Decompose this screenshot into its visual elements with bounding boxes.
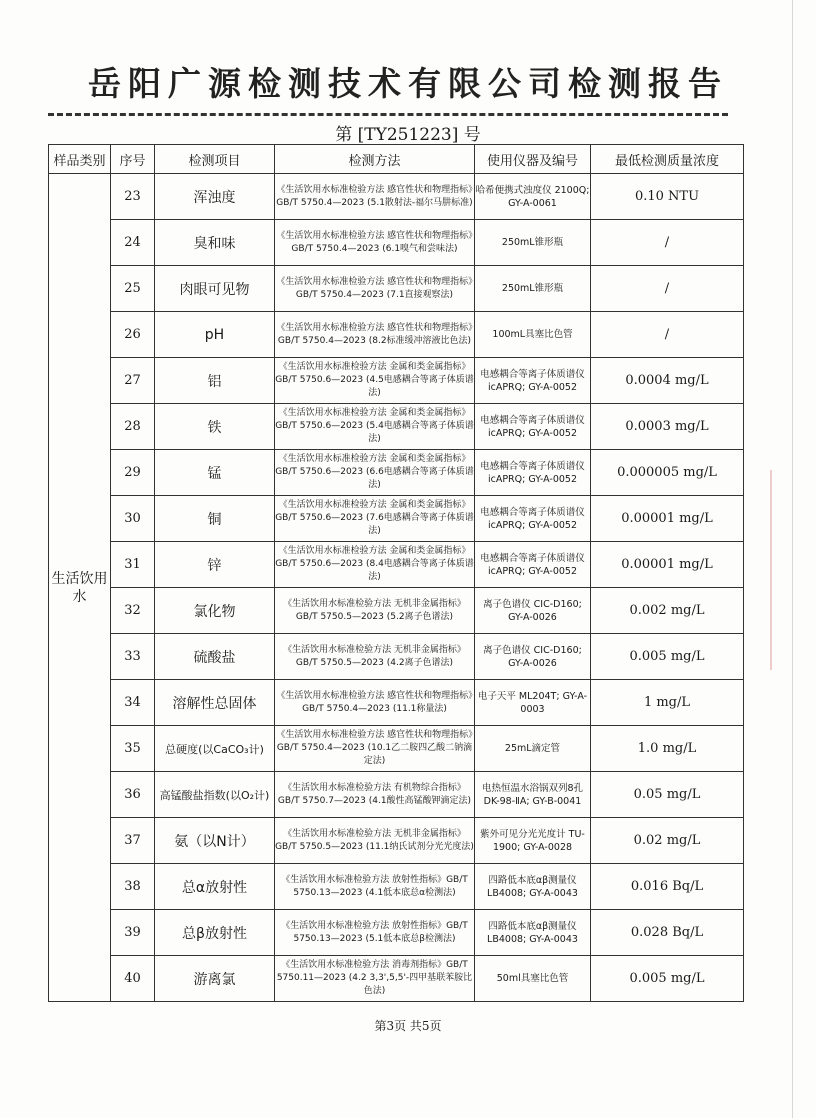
item-number-cell: 34 (111, 680, 155, 726)
test-item-cell: 锰 (155, 450, 275, 496)
detection-limit-cell: / (591, 312, 744, 358)
instrument-cell: 电感耦合等离子体质谱仪icAPRQ; GY-A-0052 (475, 496, 591, 542)
test-method-cell: 《生活饮用水标准检验方法 金属和类金属指标》GB/T 5750.6—2023 (4.5电感耦合等离子体质谱法) (275, 358, 475, 404)
test-item-cell: 溶解性总固体 (155, 680, 275, 726)
page-number: 第3页 共5页 (374, 1019, 442, 1033)
instrument-cell: 四路低本底αβ测量仪 LB4008; GY-A-0043 (475, 864, 591, 910)
item-number-cell: 28 (111, 404, 155, 450)
test-method-cell: 《生活饮用水标准检验方法 感官性状和物理指标》GB/T 5750.4—2023 (11.1称量法) (275, 680, 475, 726)
detection-limit-cell: 0.028 Bq/L (591, 910, 744, 956)
item-number-cell: 26 (111, 312, 155, 358)
table-row (49, 818, 744, 864)
item-number-cell: 37 (111, 818, 155, 864)
detection-limit-cell: 0.00001 mg/L (591, 496, 744, 542)
seam-stamp-mark (770, 470, 794, 670)
item-number-cell: 39 (111, 910, 155, 956)
detection-limit-cell: 0.005 mg/L (591, 634, 744, 680)
test-item-cell: pH (155, 312, 275, 358)
test-method-cell: 《生活饮用水标准检验方法 感官性状和物理指标》GB/T 5750.4—2023 (6.1嗅气和尝味法) (275, 220, 475, 266)
table-row (49, 496, 744, 542)
test-item-cell: 总硬度(以CaCO₃计) (155, 726, 275, 772)
test-item-cell: 氨（以N计） (155, 818, 275, 864)
report-title: 岳阳广源检测技术有限公司检测报告 (88, 64, 728, 103)
instrument-cell: 电感耦合等离子体质谱仪icAPRQ; GY-A-0052 (475, 542, 591, 588)
col-header-limit: 最低检测质量浓度 (591, 145, 744, 174)
table-row (49, 864, 744, 910)
test-item-cell: 氯化物 (155, 588, 275, 634)
item-number-cell: 33 (111, 634, 155, 680)
instrument-cell: 250mL锥形瓶 (475, 220, 591, 266)
test-item-cell: 锌 (155, 542, 275, 588)
detection-limit-cell: 0.0003 mg/L (591, 404, 744, 450)
table-row (49, 956, 744, 1002)
detection-limit-cell: 0.000005 mg/L (591, 450, 744, 496)
detection-limit-cell: 0.05 mg/L (591, 772, 744, 818)
test-method-cell: 《生活饮用水标准检验方法 感官性状和物理指标》GB/T 5750.4—2023 (7.1直接观察法) (275, 266, 475, 312)
table-row (49, 634, 744, 680)
table-row (49, 588, 744, 634)
detection-limit-cell: 1.0 mg/L (591, 726, 744, 772)
table-row (49, 680, 744, 726)
table-row (49, 542, 744, 588)
instrument-cell: 25mL滴定管 (475, 726, 591, 772)
test-item-cell: 硫酸盐 (155, 634, 275, 680)
item-number-cell: 25 (111, 266, 155, 312)
col-header-instrument: 使用仪器及编号 (475, 145, 591, 174)
col-header-method: 检测方法 (275, 145, 475, 174)
test-method-cell: 《生活饮用水标准检验方法 金属和类金属指标》GB/T 5750.6—2023 (6.6电感耦合等离子体质谱法) (275, 450, 475, 496)
item-number-cell: 35 (111, 726, 155, 772)
table-row (49, 726, 744, 772)
table-row (49, 358, 744, 404)
instrument-cell: 50ml具塞比色管 (475, 956, 591, 1002)
table-row (49, 312, 744, 358)
test-item-cell: 游离氯 (155, 956, 275, 1002)
test-method-cell: 《生活饮用水标准检验方法 金属和类金属指标》GB/T 5750.6—2023 (5.4电感耦合等离子体质谱法) (275, 404, 475, 450)
test-item-cell: 臭和味 (155, 220, 275, 266)
instrument-cell: 100mL具塞比色管 (475, 312, 591, 358)
test-item-cell: 肉眼可见物 (155, 266, 275, 312)
item-number-cell: 24 (111, 220, 155, 266)
detection-limit-cell: 0.002 mg/L (591, 588, 744, 634)
instrument-cell: 紫外可见分光光度计 TU-1900; GY-A-0028 (475, 818, 591, 864)
col-header-item: 检测项目 (155, 145, 275, 174)
col-header-sample-category: 样品类别 (49, 145, 111, 174)
test-method-cell: 《生活饮用水标准检验方法 感官性状和物理指标》GB/T 5750.4—2023 (8.2标准缓冲溶液比色法) (275, 312, 475, 358)
instrument-cell: 电感耦合等离子体质谱仪icAPRQ; GY-A-0052 (475, 358, 591, 404)
detection-limit-cell: / (591, 266, 744, 312)
instrument-cell: 电感耦合等离子体质谱仪icAPRQ; GY-A-0052 (475, 450, 591, 496)
detection-limit-cell: / (591, 220, 744, 266)
instrument-cell: 离子色谱仪 CIC-D160; GY-A-0026 (475, 588, 591, 634)
test-item-cell: 高锰酸盐指数(以O₂计) (155, 772, 275, 818)
test-item-cell: 总α放射性 (155, 864, 275, 910)
detection-limit-cell: 0.005 mg/L (591, 956, 744, 1002)
test-item-cell: 铁 (155, 404, 275, 450)
detection-limit-cell: 1 mg/L (591, 680, 744, 726)
detection-limit-cell: 0.016 Bq/L (591, 864, 744, 910)
item-number-cell: 38 (111, 864, 155, 910)
instrument-cell: 哈希便携式浊度仪 2100Q; GY-A-0061 (475, 174, 591, 220)
detection-limit-cell: 0.0004 mg/L (591, 358, 744, 404)
test-method-cell: 《生活饮用水标准检验方法 感官性状和物理指标》GB/T 5750.4—2023 (5.1散射法-福尔马肼标准) (275, 174, 475, 220)
test-method-cell: 《生活饮用水标准检验方法 无机非金属指标》GB/T 5750.5—2023 (5.2离子色谱法) (275, 588, 475, 634)
instrument-cell: 电子天平 ML204T; GY-A-0003 (475, 680, 591, 726)
test-method-cell: 《生活饮用水标准检验方法 无机非金属指标》GB/T 5750.5—2023 (11.1纳氏试剂分光光度法) (275, 818, 475, 864)
test-method-cell: 《生活饮用水标准检验方法 放射性指标》GB/T 5750.13—2023 (5.1低本底总β检测法) (275, 910, 475, 956)
test-method-cell: 《生活饮用水标准检验方法 金属和类金属指标》GB/T 5750.6—2023 (8.4电感耦合等离子体质谱法) (275, 542, 475, 588)
test-method-cell: 《生活饮用水标准检验方法 消毒剂指标》GB/T 5750.11—2023 (4.2 3,3',5,5'-四甲基联苯胺比色法) (275, 956, 475, 1002)
detection-limit-cell: 0.02 mg/L (591, 818, 744, 864)
results-table (48, 144, 744, 1002)
instrument-cell: 电热恒温水浴锅双列8孔 DK-98-ⅡA; GY-B-0041 (475, 772, 591, 818)
header-divider (48, 113, 728, 116)
item-number-cell: 29 (111, 450, 155, 496)
table-row (49, 450, 744, 496)
test-method-cell: 《生活饮用水标准检验方法 金属和类金属指标》GB/T 5750.6—2023 (7.6电感耦合等离子体质谱法) (275, 496, 475, 542)
table-row (49, 220, 744, 266)
detection-limit-cell: 0.00001 mg/L (591, 542, 744, 588)
item-number-cell: 31 (111, 542, 155, 588)
instrument-cell: 四路低本底αβ测量仪 LB4008; GY-A-0043 (475, 910, 591, 956)
item-number-cell: 23 (111, 174, 155, 220)
item-number-cell: 32 (111, 588, 155, 634)
item-number-cell: 40 (111, 956, 155, 1002)
item-number-cell: 30 (111, 496, 155, 542)
table-header-row (49, 145, 744, 174)
sample-category-cell: 生活饮用水 (49, 174, 111, 1002)
instrument-cell: 电感耦合等离子体质谱仪icAPRQ; GY-A-0052 (475, 404, 591, 450)
test-method-cell: 《生活饮用水标准检验方法 有机物综合指标》GB/T 5750.7—2023 (4.1酸性高锰酸钾滴定法) (275, 772, 475, 818)
table-row (49, 910, 744, 956)
test-item-cell: 铝 (155, 358, 275, 404)
item-number-cell: 36 (111, 772, 155, 818)
test-item-cell: 总β放射性 (155, 910, 275, 956)
test-method-cell: 《生活饮用水标准检验方法 感官性状和物理指标》GB/T 5750.4—2023 (10.1乙二胺四乙酸二钠滴定法) (275, 726, 475, 772)
test-method-cell: 《生活饮用水标准检验方法 放射性指标》GB/T 5750.13—2023 (4.1低本底总α检测法) (275, 864, 475, 910)
test-item-cell: 浑浊度 (155, 174, 275, 220)
test-method-cell: 《生活饮用水标准检验方法 无机非金属指标》GB/T 5750.5—2023 (4.2离子色谱法) (275, 634, 475, 680)
report-number: 第 [TY251223] 号 (335, 125, 481, 145)
table-row (49, 404, 744, 450)
table-row (49, 174, 744, 220)
item-number-cell: 27 (111, 358, 155, 404)
col-header-number: 序号 (111, 145, 155, 174)
detection-limit-cell: 0.10 NTU (591, 174, 744, 220)
instrument-cell: 250mL锥形瓶 (475, 266, 591, 312)
table-row (49, 266, 744, 312)
instrument-cell: 离子色谱仪 CIC-D160; GY-A-0026 (475, 634, 591, 680)
table-row (49, 772, 744, 818)
test-item-cell: 铜 (155, 496, 275, 542)
